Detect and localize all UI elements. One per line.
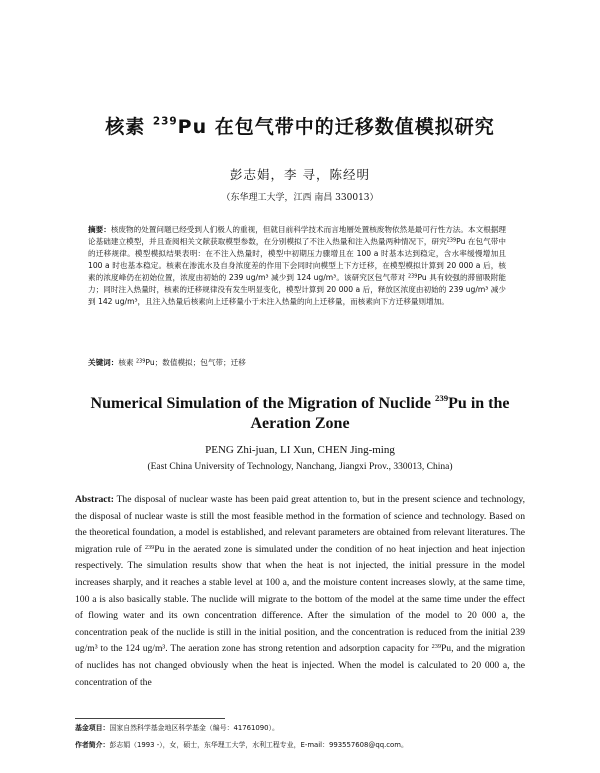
chinese-affiliation: （东华理工大学，江西 南昌 330013） (221, 193, 379, 203)
chinese-abstract: 摘要：核废物的处置问题已经受到人们极人的重视，但就目前科学技术而言地層处置核废物依然是最可行性方法。本文根据理论基础建立模型，并且查阅相关文献获取模型参数，在分别模拟了不注入热量和注入热量两种情况下，研究$^{239}$Pu 在包气带中的迁移规律。模型模拟结果表明：在不注入热量时，模型中初期压力骤增且在 100 a 时基本达到稳定，含水率缓慢增加且 100 a 时也基本稳定。核素在渗流水及自身浓度差的作用下会同时向模型上下方迁移，在模型模拟计算到 20 000 a 后，核素的浓度峰仍在初始位置，浓度由初始的 239 ug/m³ 减少到 124 ug/m³。该研究区包气带对 $^{239}$Pu 具有较强的滞留吸附能力；同时注入热量时，核素的迁移规律没有发生明显变化，模型计算到 20 000 a 后，释放区浓度由初始的 239 ug/m³ 减少到 142 ug/m³，且注入热量后核素向上迁移量小于未注入热量的向上迁移量，而核素向下方迁移量则增加。 (88, 225, 507, 306)
author-footnote: 作者简介：彭志娟（1993 -），女，硕士，东华理工大学，水利工程专业，E-mail：993557608@qq.com。 (75, 741, 408, 749)
chinese-abstract-label: 摘要： (88, 225, 111, 234)
chinese-authors: 彭志娟，李 寻，陈经明 (230, 167, 370, 182)
english-abstract: Abstract: The disposal of nuclear waste has been paid great attention to, but in the present science and technology, the disposal of nuclear waste is still the most feasible method in the formation of science and technology. Based on the theoretical foundation, a model is established, and relevant parameters are obtained from relevant literatures. The migration rule of $^{239}$Pu in the aerated zone is simulated under the condition of no heat injection and heat injection respectively. The simulation results show that when the heat is not injected, the initial pressure in the model increases sharply, and it reaches a stable level at 100 a, and the moisture content increases slowly, at the same time, 100 a is also basically stable. The nuclide will migrate to the bottom of the model at the same time under the effect of flowing water and its own concentration difference. After the simulation of the model to 20 000 a, the concentration peak of the nuclide is still in the initial position, and the concentration is reduced from the initial 239 ug/m³ to the 124 ug/m³. The aeration zone has strong retention and adsorption capacity for $^{239}$Pu, and the migration of nuclides has not changed obviously when the heat is injected. When the model is calculated to 20 000 a, the concentration of the (75, 494, 526, 688)
english-affiliation: (East China University of Technology, Nanchang, Jiangxi Prov., 330013, China) (147, 462, 453, 472)
english-authors: PENG Zhi-juan, LI Xun, CHEN Jing-ming (205, 444, 395, 456)
english-title: Numerical Simulation of the Migration of Nuclide $^{239}$Pu in the Aeration Zone (90, 393, 510, 433)
chinese-title: 核素 $^{239}$Pu 在包气带中的迁移数值模拟研究 (105, 115, 495, 138)
footnote-divider (75, 718, 225, 719)
english-abstract-label: Abstract: (75, 494, 114, 505)
chinese-keywords: 关键词：核素 $^{239}$Pu；数值模拟；包气带；迁移 (88, 358, 246, 367)
fund-footnote: 基金项目：国家自然科学基金地区科学基金（编号：41761090）。 (75, 724, 279, 732)
